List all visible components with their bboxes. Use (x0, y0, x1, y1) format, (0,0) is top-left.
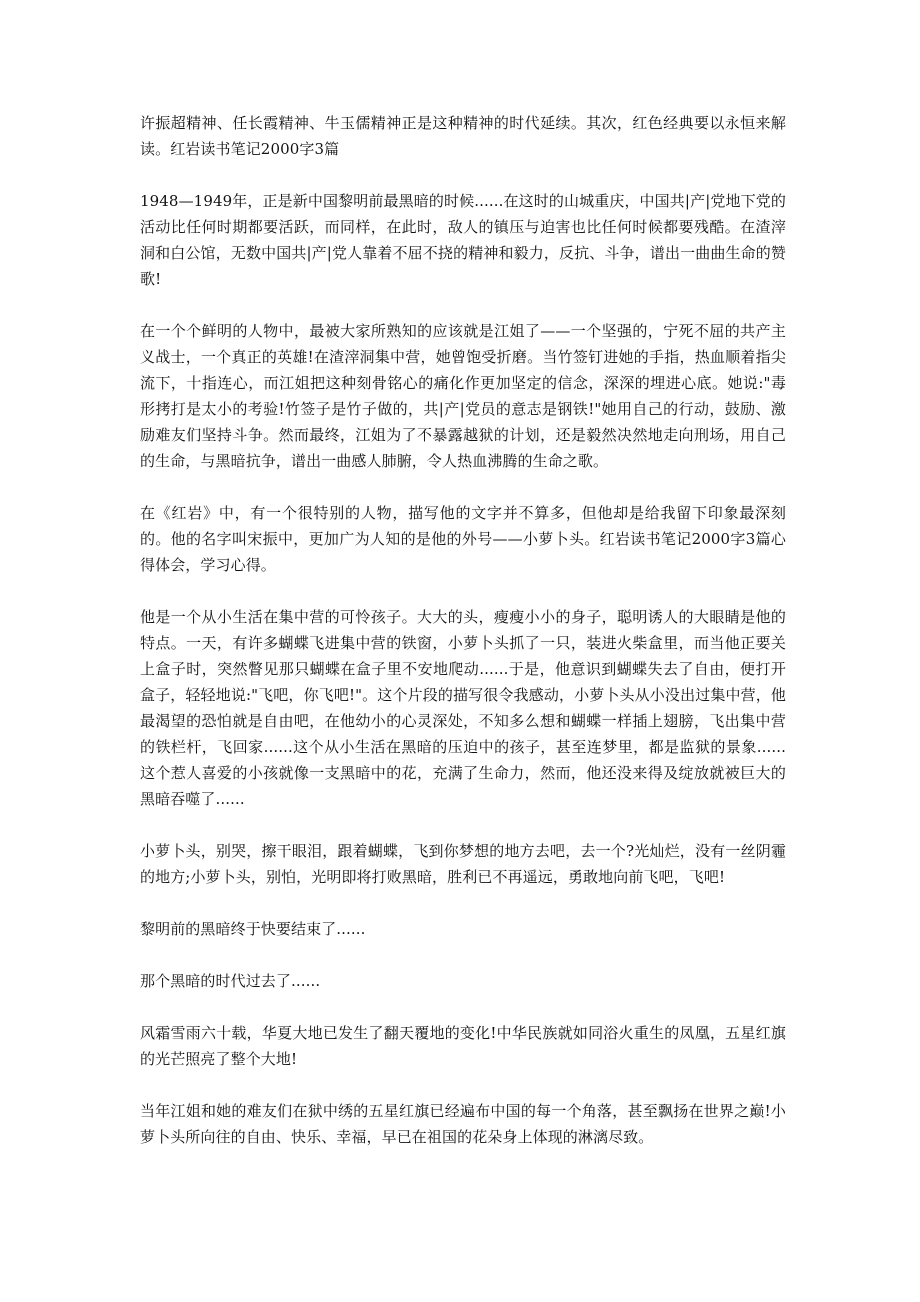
paragraph-intro: 许振超精神、任长霞精神、牛玉儒精神正是这种精神的时代延续。其次，红色经典要以永恒来解读。红岩读书笔记2000字3篇 (140, 114, 786, 158)
paragraph-encouragement: 小萝卜头，别哭，擦干眼泪，跟着蝴蝶，飞到你梦想的地方去吧，去一个?光灿烂，没有一丝阴霾的地方;小萝卜头，别怕，光明即将打败黑暗，胜利已不再遥远，勇敢地向前飞吧，飞吧! (140, 842, 786, 886)
paragraph-dawn: 黎明前的黑暗终于快要结束了...... (140, 920, 366, 938)
paragraph-era-passed: 那个黑暗的时代过去了...... (140, 972, 321, 990)
paragraph-butterfly: 他是一个从小生活在集中营的可怜孩子。大大的头，瘦瘦小小的身子，聪明诱人的大眼睛是他的特点。一天，有许多蝴蝶飞进集中营的铁窗，小萝卜头抓了一只，装进火柴盒里，而当他正要关上盒子时，突然瞥见那只蝴蝶在盒子里不安地爬动......于是，他意识到蝴蝶失去了自由，便打开盒子，轻轻地说:"飞吧，你飞吧!"。这个片段的描写很令我感动，小萝卜头从小没出过集中营，他最渴望的恐怕就是自由吧，在他幼小的心灵深处，不知多么想和蝴蝶一样插上翅膀，飞出集中营的铁栏杆，飞回家......这个从小生活在黑暗的压迫中的孩子，甚至连梦里，都是监狱的景象......这个惹人喜爱的小孩就像一支黑暗中的花，充满了生命力，然而，他还没来得及绽放就被巨大的黑暗吞噬了...... (140, 608, 786, 808)
paragraph-jiangjie: 在一个个鲜明的人物中，最被大家所熟知的应该就是江姐了——一个坚强的，宁死不屈的共产主义战士，一个真正的英雄!在渣滓洞集中营，她曾饱受折磨。当竹签钉进她的手指，热血顺着指尖流下，十指连心，而江姐把这种刻骨铭心的痛化作更加坚定的信念，深深的埋进心底。她说:"毒形拷打是太小的考验!竹签子是竹子做的，共|产|党员的意志是钢铁!"她用自己的行动，鼓励、激励难友们坚持斗争。然而最终，江姐为了不暴露越狱的计划，还是毅然决然地走向刑场，用自己的生命，与黑暗抗争，谱出一曲感人肺腑，令人热血沸腾的生命之歌。 (140, 322, 786, 470)
paragraph-red-flag: 当年江姐和她的难友们在狱中绣的五星红旗已经遍布中国的每一个角落，甚至飘扬在世界之巅!小萝卜头所向往的自由、快乐、幸福，早已在祖国的花朵身上体现的淋漓尽致。 (140, 1102, 786, 1146)
paragraph-sixty-years: 风霜雪雨六十载，华夏大地已发生了翻天覆地的变化!中华民族就如同浴火重生的凤凰，五星红旗的光芒照亮了整个大地! (140, 1024, 786, 1068)
document-body (140, 110, 786, 1176)
paragraph-xiaoluobotou-intro: 在《红岩》中，有一个很特别的人物，描写他的文字并不算多，但他却是给我留下印象最深刻的。他的名字叫宋振中，更加广为人知的是他的外号——小萝卜头。红岩读书笔记2000字3篇心得体会，学习心得。 (140, 504, 786, 574)
paragraph-history: 1948—1949年，正是新中国黎明前最黑暗的时候......在这时的山城重庆，中国共|产|党地下党的活动比任何时期都要活跃，而同样，在此时，敌人的镇压与迫害也比任何时候都要残酷。在渣滓洞和白公馆，无数中国共|产|党人靠着不屈不挠的精神和毅力，反抗、斗争，谱出一曲曲生命的赞歌! (140, 192, 786, 288)
